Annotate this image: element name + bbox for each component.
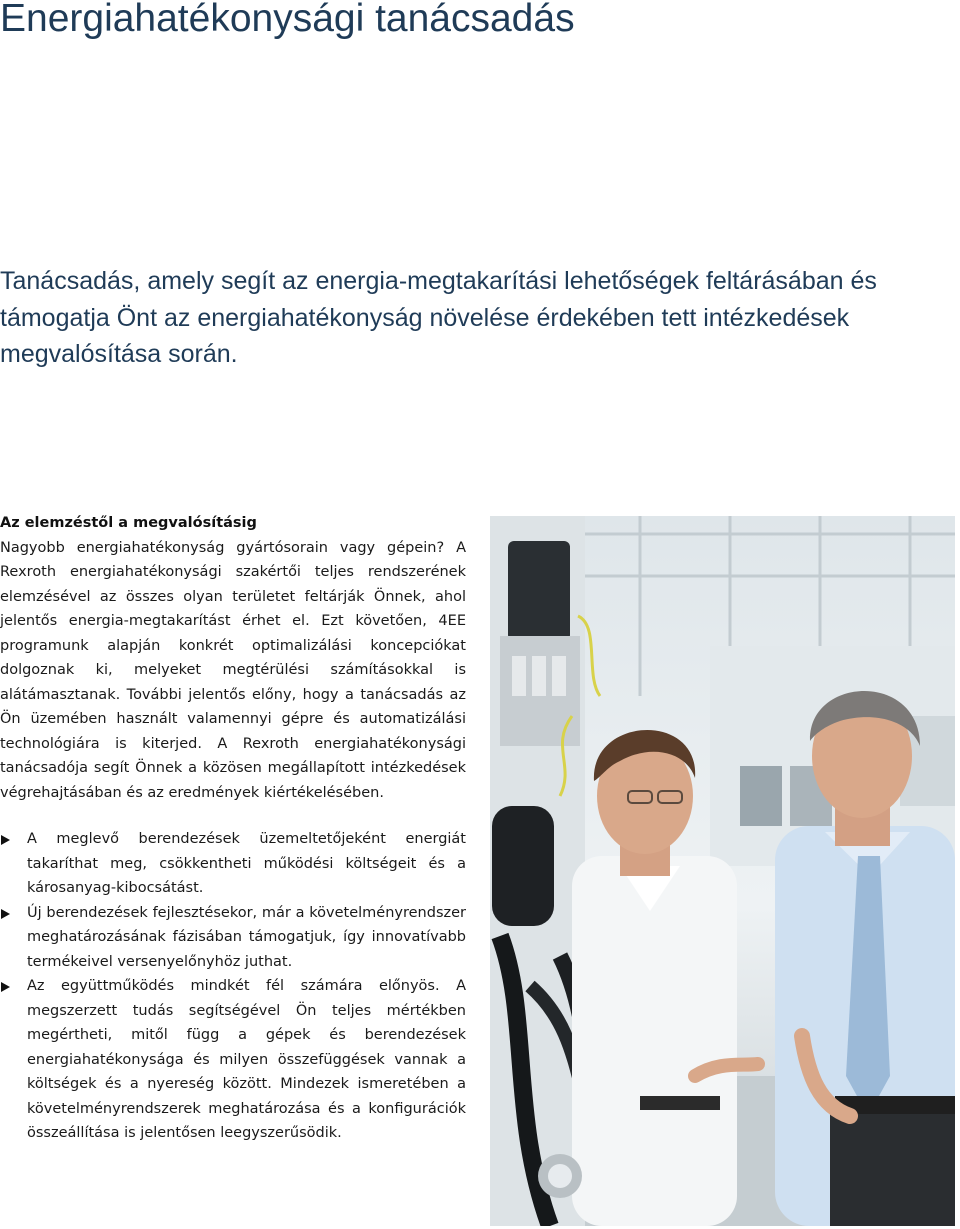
list-item [0,901,466,975]
list-item [0,974,466,1146]
triangle-bullet-icon [1,909,10,919]
list-item-text: Új berendezések fejlesztésekor, már a követelményrendszer meghatározásának fázisában támogatjuk, így innovatívabb termékeivel versenyelőnyhöz juthat. [27,904,466,970]
section-paragraph: Nagyobb energiahatékonyság gyártósorain vagy gépein? A Rexroth energiahatékonysági szakértői teljes rendszerének elemzésével az összes olyan területet feltárják Önnek, ahol jelentős energia-megtakarítást érhet el. Ezt követően, 4EE programunk alapján konkrét optimalizálási koncepciókat dolgoznak ki, melyeket megtérülési számításokkal is alátámasztanak. További jelentős előny, hogy a tanácsadás az Ön üzemében használt valamennyi gépre és automatizálási technológiára is kiterjed. A Rexroth energiahatékonysági tanácsadója segít Önnek a közösen megállapított intézkedések végrehajtásában és az eredmények kiértékelésében. [0,539,466,801]
triangle-bullet-icon [1,835,10,845]
benefit-list [0,827,466,1146]
body-column [0,511,466,1146]
list-item-text: A meglevő berendezések üzemeltetőjeként energiát takaríthat meg, csökkentheti működési költségeit és a károsanyag-kibocsátást. [27,831,466,896]
page-title: Energiahatékonysági tanácsadás [0,0,575,40]
factory-consultation-photo [490,516,955,1226]
section-heading: Az elemzéstől a megvalósításig [0,515,257,531]
list-item-text: Az együttműködés mindkét fél számára előnyös. A megszerzett tudás segítségével Ön teljes mértékben megértheti, mitől függ a gépek és berendezések energiahatékonysága és milyen összefüggések vannak a költségek és a nyereség között. Mindezek ismeretében a követelményrendszerek meghatározása és a konfigurációk összeállítása is jelentősen leegyszerűsödik. [27,978,466,1141]
list-item [0,827,466,901]
triangle-bullet-icon [1,982,10,992]
lead-paragraph: Tanácsadás, amely segít az energia-megtakarítási lehetőségek feltárásában és támogatja Önt az energiahatékonyság növelése érdekében tett intézkedések megvalósítása során. [0,267,877,368]
photo-illustration [490,516,955,1226]
